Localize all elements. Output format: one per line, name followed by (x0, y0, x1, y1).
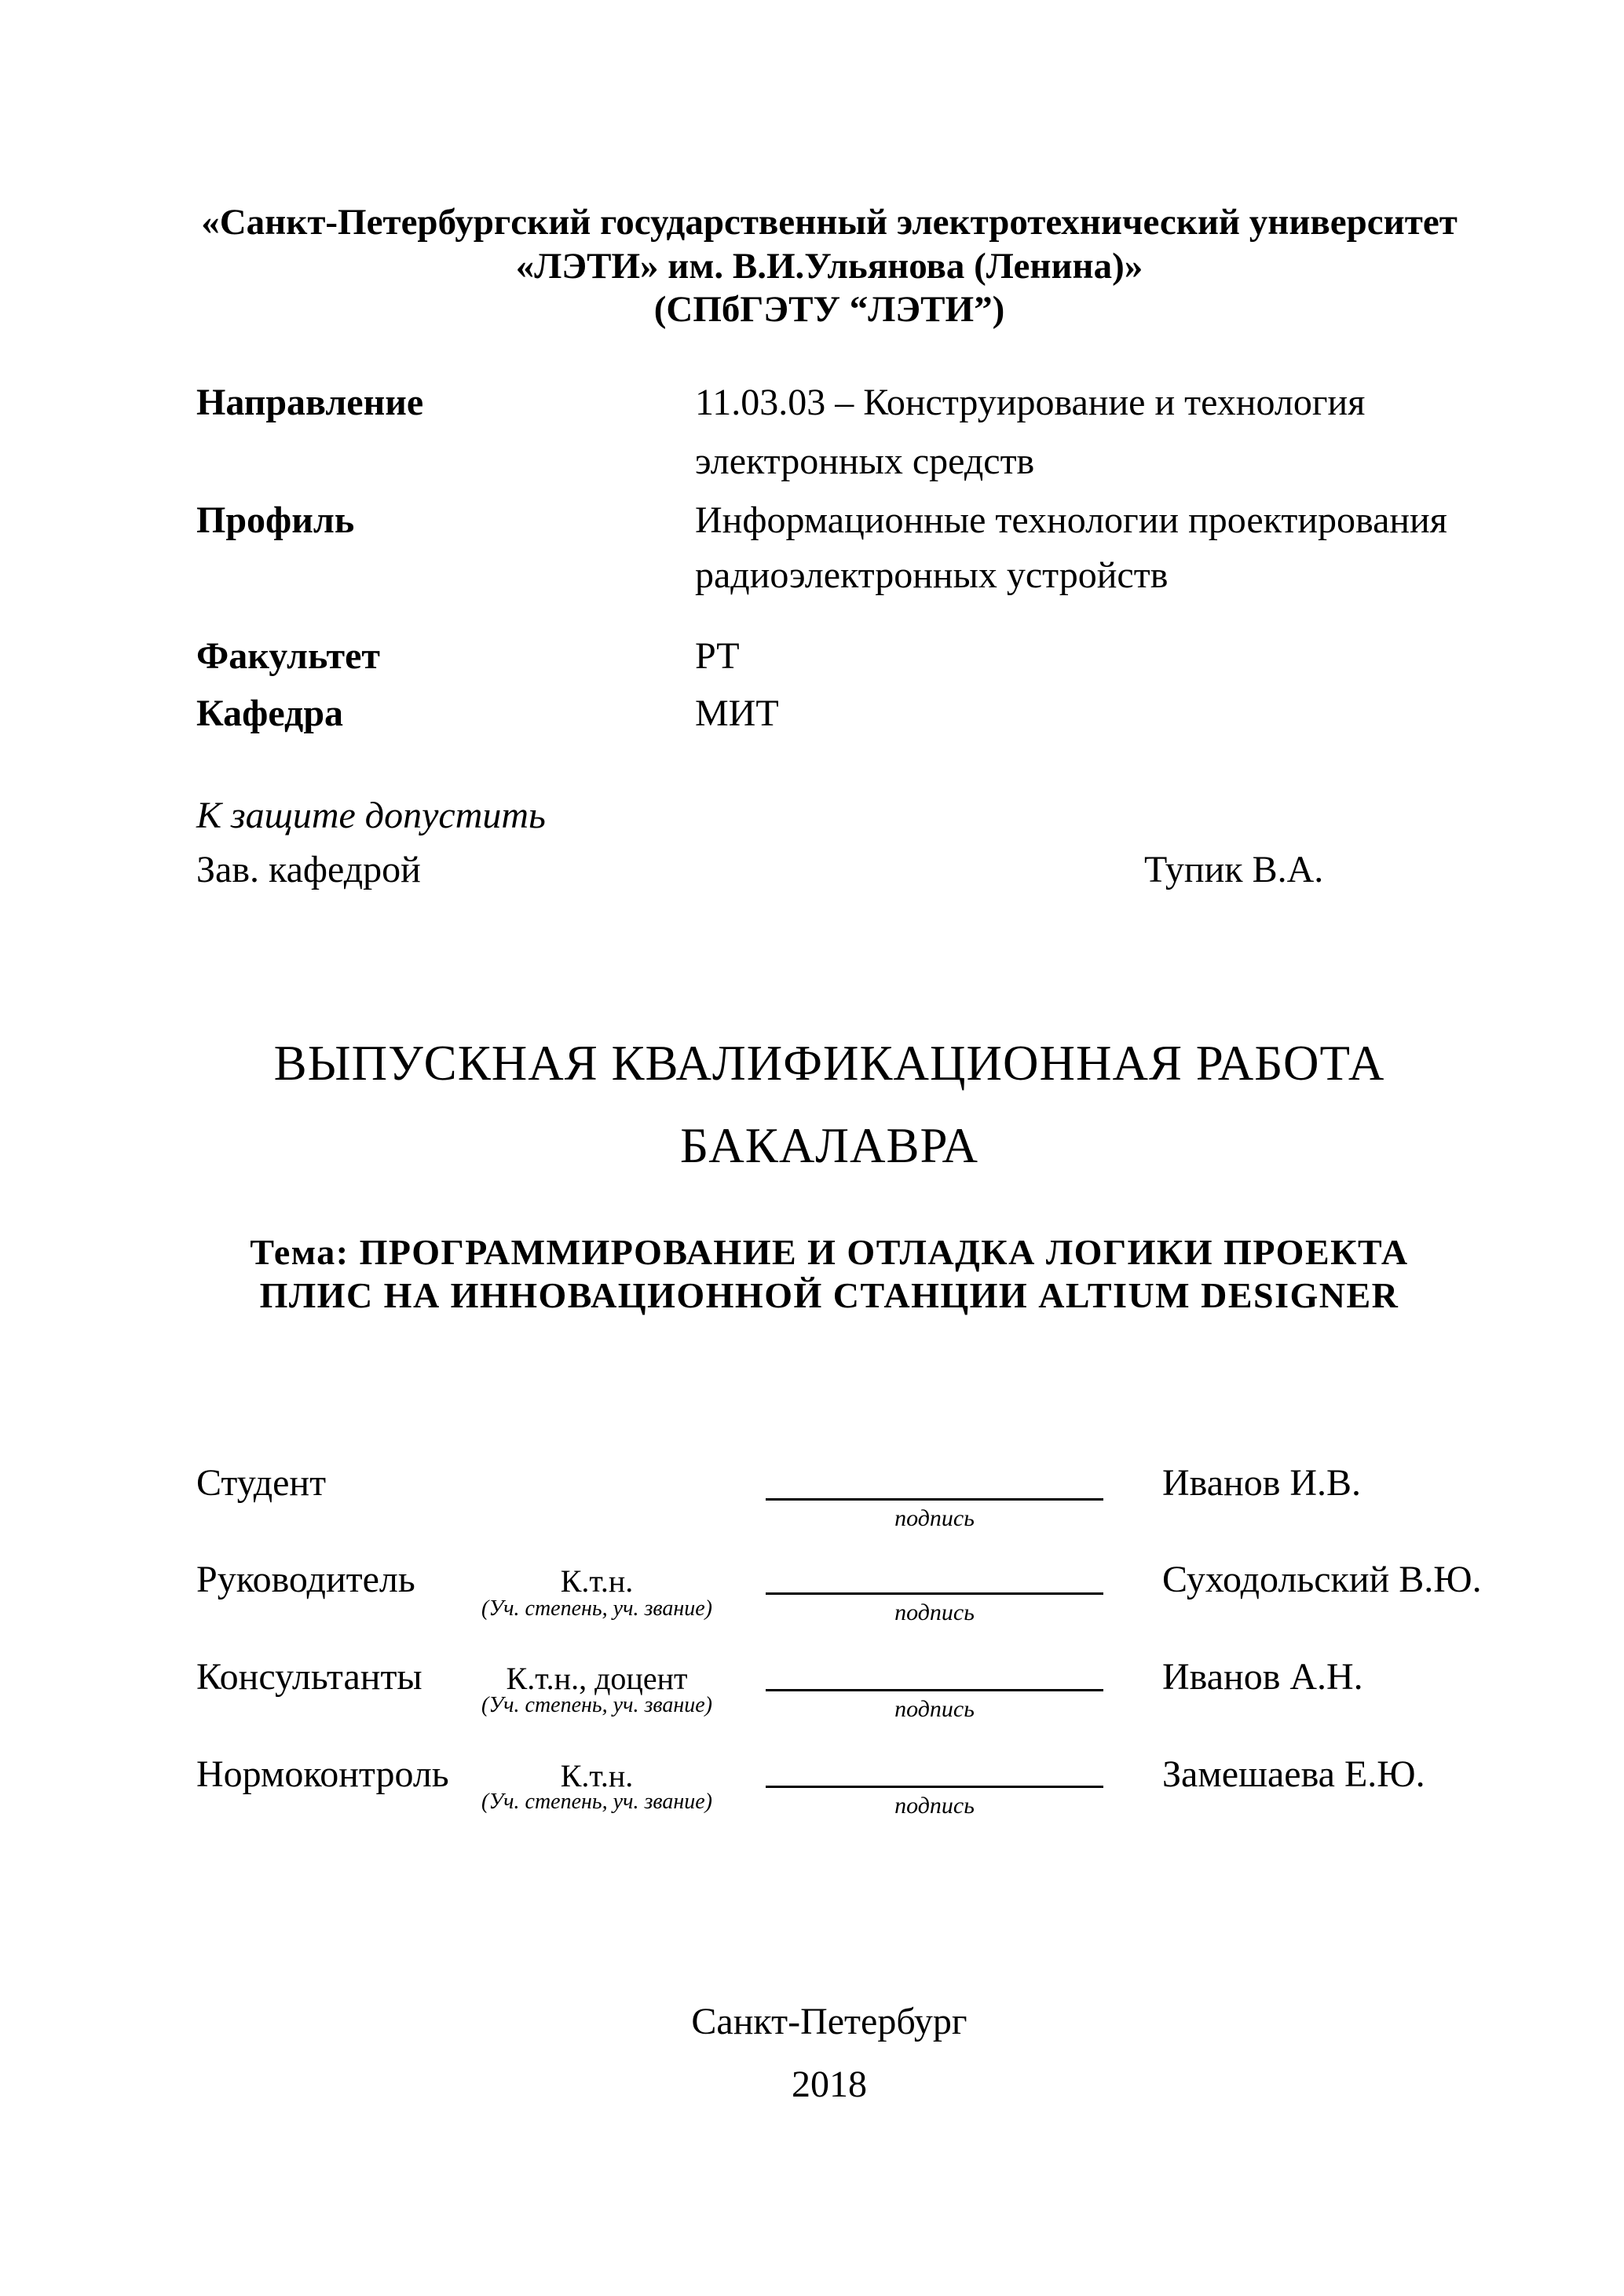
role-label: Студент (196, 1462, 327, 1504)
field-faculty-value: РТ (695, 635, 740, 677)
thesis-title-line2: БАКАЛАВРА (679, 1118, 979, 1173)
footer-city: Санкт-Петербург (691, 2001, 967, 2042)
role-label: Руководитель (196, 1559, 415, 1600)
field-department-value: МИТ (695, 693, 779, 734)
degree-caption: (Уч. степень, уч. звание) (481, 1596, 712, 1621)
footer-year: 2018 (792, 2064, 867, 2105)
role-label: Консультанты (196, 1656, 422, 1698)
signee-name: Иванов А.Н. (1162, 1656, 1363, 1698)
signature-caption: подпись (894, 1505, 975, 1531)
signature-caption: подпись (894, 1793, 975, 1819)
university-header-line2: «ЛЭТИ» им. В.И.Ульянова (Ленина)» (515, 246, 1143, 287)
field-direction-value-line2: электронных средств (695, 441, 1035, 482)
topic-line1: Тема: ПРОГРАММИРОВАНИЕ И ОТЛАДКА ЛОГИКИ ПРОЕКТА (250, 1232, 1409, 1272)
topic-line2: ПЛИС НА ИННОВАЦИОННОЙ СТАНЦИИ ALTIUM DESIGNER (259, 1275, 1399, 1315)
thesis-title-line1: ВЫПУСКНАЯ КВАЛИФИКАЦИОННАЯ РАБОТА (273, 1036, 1385, 1091)
degree-value: К.т.н. (560, 1563, 634, 1599)
signature-caption: подпись (894, 1696, 975, 1722)
head-of-department-name: Тупик В.А. (1144, 849, 1324, 890)
signee-name: Иванов И.В. (1162, 1462, 1362, 1504)
university-header-line1: «Санкт-Петербургский государственный электротехнический университет (201, 202, 1458, 243)
signee-name: Суходольский В.Ю. (1162, 1559, 1482, 1600)
field-profile-label: Профиль (196, 499, 355, 541)
university-header-line3: (СПбГЭТУ “ЛЭТИ”) (653, 289, 1005, 330)
signature-caption: подпись (894, 1600, 975, 1625)
signature-line (766, 1592, 1103, 1595)
signature-line (766, 1498, 1103, 1501)
field-faculty-label: Факультет (196, 635, 380, 677)
field-profile-value-line2: радиоэлектронных устройств (695, 554, 1169, 596)
field-department-label: Кафедра (196, 693, 344, 734)
field-direction-value-line1: 11.03.03 – Конструирование и технология (695, 382, 1366, 423)
admission-note: К защите допустить (196, 795, 546, 836)
signature-line (766, 1689, 1103, 1691)
field-direction-label: Направление (196, 382, 424, 423)
signature-line (766, 1786, 1103, 1788)
degree-caption: (Уч. степень, уч. звание) (481, 1693, 712, 1717)
role-label: Нормоконтроль (196, 1753, 449, 1795)
degree-caption: (Уч. степень, уч. звание) (481, 1790, 712, 1814)
head-of-department-label: Зав. кафедрой (196, 849, 421, 890)
signee-name: Замешаева Е.Ю. (1162, 1753, 1425, 1795)
field-profile-value-line1: Информационные технологии проектирования (695, 499, 1447, 541)
degree-value: К.т.н. (560, 1758, 634, 1793)
degree-value: К.т.н., доцент (506, 1661, 688, 1696)
